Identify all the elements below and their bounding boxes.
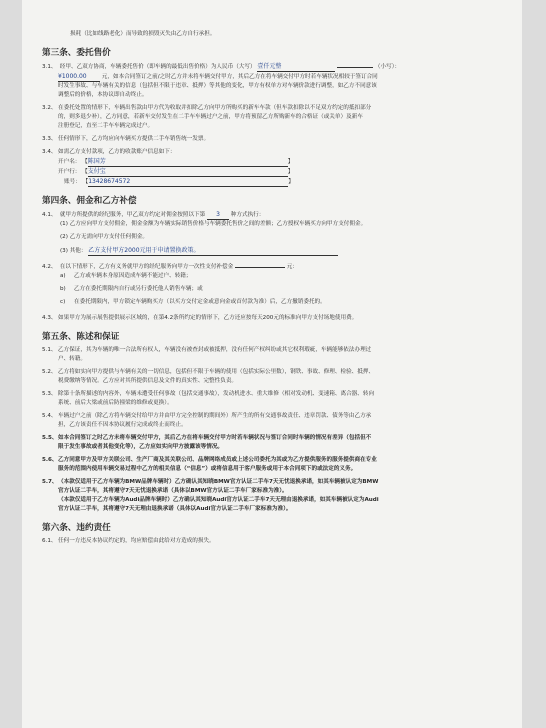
clause-number: 5.6、 [42, 457, 58, 463]
clause-5-3 [42, 390, 496, 408]
clause-number: 3.4、 [42, 149, 57, 155]
section-5-title: 第五条、陈述和保证 [42, 332, 120, 342]
section-4-title: 第四条、佣金和乙方补偿 [42, 196, 137, 206]
clause-number: 3.1、 [42, 64, 57, 70]
clause-text: 注册登记，直至二手车车辆完成过户。 [58, 123, 154, 129]
bank-label: 开户行： [58, 169, 81, 175]
clause-3-3 [42, 135, 496, 144]
clause-number: 5.3、 [42, 391, 57, 397]
clause-text: 经甲、乙双方协商，车辆委托售价（即车辆的最低出售价格）为人民币（大写） [59, 64, 256, 70]
clause-text: 如果甲方为展示展售提供展示区域的，在第4.2条所约定的情形下，乙方还应按每天200元的标准向甲方支付场地使用费。 [58, 315, 358, 321]
clause-5-2 [42, 368, 496, 386]
clause-number: 5.5、 [42, 435, 58, 441]
clause-text: （本款仅适用于乙方车辆为BMW品牌车辆时）乙方确认其知晓BMW官方认证二手车7天无忧退换承诺，如其车辆被认定为BMW [58, 479, 379, 485]
clause-text: 元，如本合同签订之前/之时乙方并未将车辆交付甲方，其后乙方在将车辆交付甲方时若车辆状况相较于签订合同 [101, 74, 378, 80]
top-line: 损耗（比如线路老化）而导致的损毁灭失由乙方自行承担。 [70, 31, 216, 37]
clause-number: 6.1、 [42, 538, 57, 544]
clause-text: 在以下情形下，乙方有义务就甲方的经纪服务向甲方一次性支付补偿金 [59, 264, 234, 270]
clause-text: 种方式执行： [230, 212, 265, 218]
clause-text: 税费缴纳等情况。乙方应对其所提供信息及文件的真实性、完整性负责。 [58, 378, 238, 384]
clause-6-1 [42, 537, 496, 546]
clause-text: 调整后的价格，本协议即自动终止。 [58, 92, 148, 98]
account-number-label: 账号： [64, 179, 81, 185]
clause-number: 3.2、 [42, 105, 57, 111]
clause-number: 5.2、 [42, 369, 57, 375]
compensation-amount-field [235, 267, 285, 268]
clause-text: （本款仅适用于乙方车辆为Audi品牌车辆时）乙方确认其知晓Audi官方认证二手车7天无理由退换承诺，如其车辆被认定为Audi [58, 497, 379, 503]
clause-text: 元： [286, 264, 298, 270]
bank-field: 支付宝 [88, 167, 288, 177]
price-lowercase-field: ¥1000.00 [58, 72, 100, 82]
clause-text: 系统、前后大梁或前后防撞梁的维修或更换）。 [58, 400, 173, 406]
clause-text: 就甲方所提供的经纪服务，甲乙双方约定对佣金按照以下第 [59, 212, 206, 218]
clause-text: 乙方保证，其为车辆的唯一合法所有权人，车辆没有被查封或被抵押，没有任何产权纠纷或其它权利瑕疵，车辆能够依法办理过 [58, 347, 372, 353]
clause-5-6 [42, 456, 496, 474]
clause-5-4 [42, 412, 496, 430]
commission-option-3-label: (3) 其他： [60, 248, 87, 254]
clause-text: 在委托处置的情形下，车辆出售款由甲方代为收取并扣除乙方向甲方所购买的新车车款（但车款扣除以不足双方约定的抵扣部分 [58, 105, 372, 111]
clause-4-1 [42, 210, 496, 256]
clause-text: 乙方将如实向甲方提供与车辆有关的一切信息，包括但不限于车辆的使用（包括实际公里数），钢铁、事故、修理、检验、抵押、 [58, 369, 375, 375]
clause-4-3 [42, 314, 496, 323]
item-text: 在委托期限内，甲方锁定车辆购买方（以买方交付定金或意向金或首付款为准）后，乙方撤销委托的。 [74, 299, 326, 305]
blank-line [337, 67, 373, 68]
clause-number: 3.3、 [42, 136, 57, 142]
item-letter: b) [60, 286, 66, 292]
item-letter: a) [60, 273, 66, 279]
clause-text: 限于发生事故或者其他变化等），乙方应如实向甲方披露该等情况。 [58, 444, 224, 450]
contract-page [22, 0, 522, 728]
clause-text: 除第十条所描述的内容外，车辆未遭受任何事故（包括交通事故），发动机进水、重大维修（相对发动机、变速箱、离合器、转向 [58, 391, 375, 397]
clause-text: 任何情形下，乙方均应向车辆买方提供二手车销售统一发票。 [58, 136, 210, 142]
price-uppercase-field: 壹仟元整 [257, 62, 335, 72]
clause-text: 时发生事故、与车辆有关的信息（包括但不限于违章、抵押）等其他的变化，甲方有权单方对车辆价款进行调整，如乙方不同意该 [58, 83, 377, 89]
clause-number: 4.2、 [42, 264, 57, 270]
clause-text: 如本合同签订之时乙方未将车辆交付甲方，其后乙方在将车辆交付甲方时若车辆状况与签订合同时车辆的情况有差异（包括但不 [58, 435, 372, 441]
section-6-title: 第六条、违约责任 [42, 523, 111, 533]
item-text: 乙方在委托期限内自行或另行委托他人销售车辆；或 [74, 286, 203, 292]
item-text: 乙方或车辆本身原因造成车辆不能过户、转籍； [74, 273, 192, 279]
clause-number: 4.3、 [42, 315, 57, 321]
clause-5-5 [42, 434, 496, 452]
clause-text: 服务的范围内使用车辆交易过程中乙方的相关信息（“信息”）或将信息用于客户服务或用于本合同项下的或法定的义务。 [58, 466, 357, 472]
clause-text: 任何一方违反本协议约定的，均应赔偿由此给对方造成的损失。 [58, 538, 215, 544]
account-holder-label: 开户名： [58, 159, 81, 165]
clause-5-7 [42, 478, 496, 514]
clause-text: 车辆过户之前（除乙方将车辆交付给甲方并由甲方完全控制的期间外）所产生的所有交通事故责任、违章罚款、债务等由乙方承 [58, 413, 372, 419]
clause-text: 担，乙方该责任不因本协议履行完成或终止而终止。 [58, 422, 187, 428]
clause-4-2 [42, 263, 496, 307]
clause-number: 4.1、 [42, 212, 57, 218]
clause-3-1 [42, 62, 496, 100]
section-3-title: 第三条、委托售价 [42, 48, 111, 58]
commission-option-2: (2) 乙方无需向甲方支付任何佣金。 [60, 234, 149, 240]
clause-3-2 [42, 104, 496, 131]
clause-text: 如需乙方支付款项，乙方的收款账户信息如下： [58, 149, 176, 155]
clause-text: 的，则多退少补），乙方同意，若新车交付发生在二手车车辆过户之前，甲方将预留乙方所购新车的合格证（或关单）及新车 [58, 114, 363, 120]
account-number-field: 13428674572 [88, 177, 288, 187]
clause-number: 5.4、 [42, 413, 57, 419]
clause-number: 5.1、 [42, 347, 57, 353]
commission-option-3-field: 乙方支付甲方2000元用于申请置换政策。 [88, 246, 338, 256]
clause-3-4: 3.4、 如需乙方支付款项，乙方的收款账户信息如下： 开户名： 【陈国芳 】 开户行： 【支付宝 】 账号： 【13428674572 】 [42, 149, 294, 185]
clause-5-1 [42, 346, 496, 364]
clause-text: （小写）： [374, 64, 401, 70]
account-holder-field: 陈国芳 [88, 157, 288, 167]
commission-option-field: 3 [207, 210, 229, 220]
clause-text: 户、转籍。 [58, 356, 86, 362]
item-letter: c) [60, 299, 66, 305]
clause-text: 官方认证二手车，其将遵守7天无理由退换承诺（具体以Audi官方认证二手车厂家标准为准）。 [58, 506, 292, 512]
clause-text: 官方认证二手车，其将遵守7天无忧退换承诺（具体以BMW官方认证二手车厂家标准为准）。 [58, 488, 288, 494]
clause-number: 5.7、 [42, 479, 58, 485]
clause-text: 乙方同意甲方及甲方关联公司、生产厂商及其关联公司、品牌网络成员或上述公司委托为其或为乙方提供服务的服务提供商在专业 [58, 457, 377, 463]
commission-option-1: (1) 乙方应向甲方支付佣金，佣金金额为车辆实际销售价格与车辆委托售价之间的差额；乙方授权车辆买方向甲方支付佣金。 [60, 221, 367, 227]
